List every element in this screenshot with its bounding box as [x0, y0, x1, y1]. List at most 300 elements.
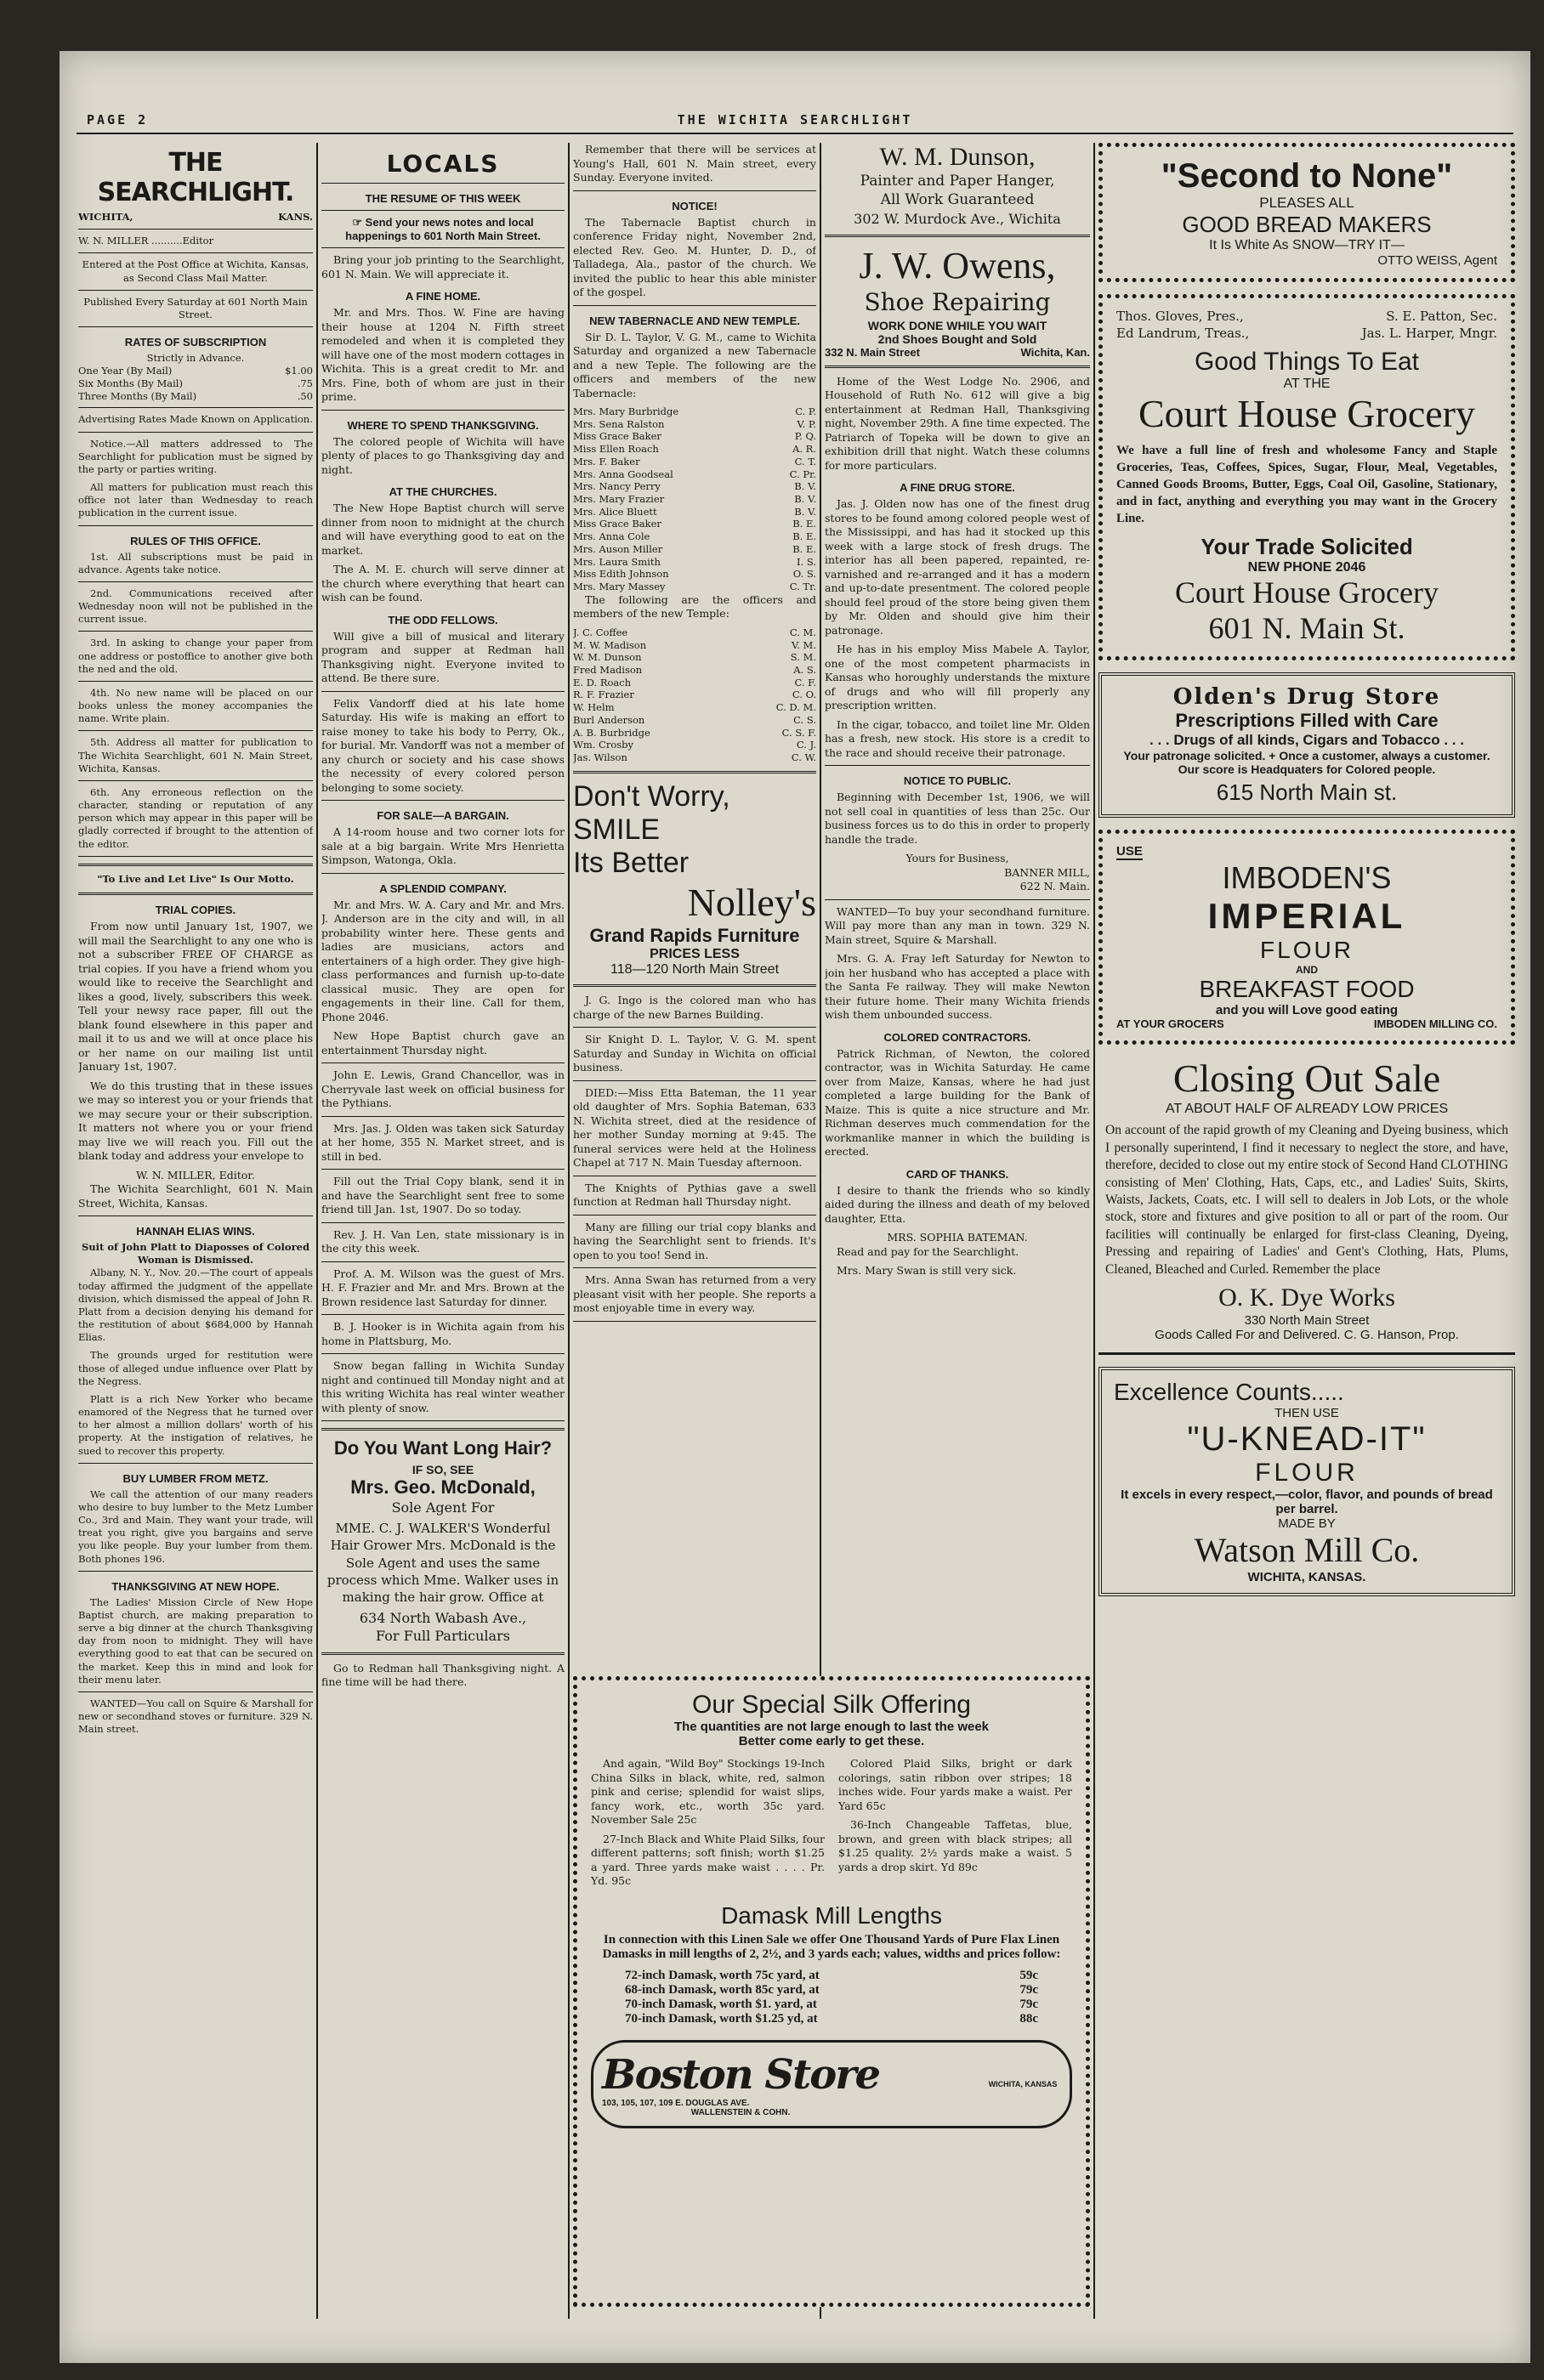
- court-house-grocery-ad: [1098, 294, 1515, 660]
- damask-row-label: 68-inch Damask, worth 85c yard, at: [625, 1982, 820, 1997]
- trial-sign: W. N. MILLER, Editor.: [136, 1168, 255, 1182]
- rate-row: [78, 365, 313, 377]
- officer-row-label: Miss Ellen Roach: [573, 443, 659, 456]
- officer-row: [573, 677, 816, 689]
- divider: [78, 681, 313, 682]
- cg-address: 601 N. Main St.: [1208, 610, 1405, 645]
- temple-text: Sir D. L. Taylor, V. G. M., came to Wichita Saturday and organized a new Tabernacle and a new Teple. The following are the officers and members of the new Tabernacle:: [573, 330, 816, 400]
- trial-text: From now until January 1st, 1907, we will mail the Searchlight to any one who is not a subscriber FREE OF CHARGE as trial copies. If you have a friend whom you would like to receive the Searchlight and likes a good, lively, subscribers this week. Tell your newsy race paper, fill out the blank found elsewhere in this paper and mail it to us and we will at once place his or her name on our mailing list until January 1st, 1907.: [78, 920, 313, 1073]
- hannah-subheading: Suit of John Platt to Diaposses of Colored Woman is Dismissed.: [81, 1241, 310, 1266]
- officer-row-value: C. O.: [792, 688, 816, 701]
- officer-row-label: A. B. Burbridge: [573, 726, 650, 739]
- damask-row-value: 59c: [1019, 1968, 1038, 1982]
- sale-heading: FOR SALE—A BARGAIN.: [377, 809, 509, 822]
- divider: [321, 1314, 565, 1315]
- dunson-guarantee: All Work Guaranteed: [880, 191, 1035, 209]
- damask-row: [625, 1983, 1038, 1998]
- officer-row: [573, 639, 816, 652]
- motto: "To Live and Let Live" Is Our Motto.: [97, 872, 294, 885]
- officer-row-label: Mrs. Auson Miller: [573, 542, 663, 555]
- imb-name: IMBODEN'S: [1222, 860, 1392, 896]
- officer-row: [573, 626, 816, 639]
- editor-line: W. N. MILLER ..........Editor: [78, 235, 214, 247]
- uk-name: "U-KNEAD-IT": [1187, 1420, 1427, 1458]
- officer-row: [573, 701, 816, 714]
- rate-row-label: Three Months (By Mail): [78, 389, 197, 402]
- officer-row: [573, 739, 816, 751]
- odd-fellows-text: Will give a bill of musical and literary program and supper at Redman hall Thanksgiving night. Everyone invited to attend. Be there sure.: [321, 629, 565, 684]
- hannah-text: The grounds urged for restitution were those of alleged undue influence over Platt by the Negress.: [78, 1349, 313, 1387]
- churches-text: The A. M. E. church will serve dinner at the church where everything that heart can wish can be found.: [321, 563, 565, 604]
- divider: [78, 730, 313, 731]
- damask-list: [591, 1969, 1072, 2026]
- column-rule: [316, 143, 318, 2319]
- churches-heading: AT THE CHURCHES.: [389, 485, 497, 498]
- place-state: KANS.: [278, 211, 313, 223]
- nolley-dontworry: Don't Worry,: [573, 779, 730, 813]
- close-name: O. K. Dye Works: [1218, 1284, 1395, 1312]
- where-text: The colored people of Wichita will have plenty of places to go Thanksgiving day and night.: [321, 434, 565, 476]
- thanksgiving-text: The Ladies' Mission Circle of New Hope Baptist church, are making preparation to serve a big dinner at the church Thanksgiving day from noon to midnight. They will have everything good to eat that can be secured on the market. Keep this in mind and look for their menu later.: [78, 1595, 313, 1686]
- officer-row-value: B. E.: [792, 530, 816, 543]
- temple-text: The following are the officers and members of the new Temple:: [573, 592, 816, 620]
- silk-sub2: Better come early to get these.: [738, 1734, 925, 1748]
- locals-items: [321, 1029, 565, 1421]
- uk-flour: FLOUR: [1255, 1458, 1359, 1487]
- silk-item: And again, "Wild Boy" Stockings 19-Inch China Silks in black, white, red, salmon pink and cerise; splendid for waist slips, fancy work, etc., worth 35c yard. November Sale 25c: [591, 1757, 825, 1826]
- column-rule: [1093, 143, 1095, 2319]
- silk-columns: [591, 1757, 1072, 1894]
- sale-text: A 14-room house and two corner lots for sale at a big bargain. Write Mrs Henrietta Simpson, Watonga, Okla.: [321, 825, 565, 866]
- officer-row-label: M. W. Madison: [573, 638, 647, 651]
- close-address: 330 North Main Street: [1244, 1312, 1370, 1328]
- silk-right: [838, 1757, 1072, 1894]
- officer-row-value: I. S.: [797, 555, 816, 568]
- notice-text: The Tabernacle Baptist church in conference Friday night, November 2nd, elected Rev. Geo. M. Hunter, D. D., of Talladega, Ala., pastor of the church. We invited the public to hear this able minister of the gospel.: [573, 215, 816, 298]
- rule-item: 2nd. Communications received after Wednesday noon will not be published in the current issue.: [78, 586, 313, 626]
- damask-row: [625, 2012, 1038, 2026]
- officer-row: [573, 651, 816, 664]
- close-sub: AT ABOUT HALF OF ALREADY LOW PRICES: [1165, 1102, 1449, 1117]
- officer-row-label: Mrs. Laura Smith: [573, 555, 661, 568]
- rate-row-value: .75: [297, 377, 313, 389]
- officer-row-value: B. V.: [794, 480, 816, 493]
- thanksgiving-heading: THANKSGIVING AT NEW HOPE.: [111, 1579, 280, 1593]
- officer-row-value: C. S.: [793, 713, 816, 726]
- officer-row: [573, 530, 816, 543]
- silk-offering-ad: [573, 1676, 1090, 2307]
- trial-address: The Wichita Searchlight, 601 N. Main Street, Wichita, Kansas.: [78, 1182, 313, 1210]
- damask-intro: In connection with this Linen Sale we offer One Thousand Yards of Pure Flax Linen Damasks in mill lengths of 2, 2½, and 3 yards each; values, widths and prices follow:: [602, 1932, 1061, 1961]
- officer-row-label: Mrs. Mary Frazier: [573, 493, 665, 506]
- imb-love: and you will Love good eating: [1215, 1003, 1399, 1018]
- divider: [573, 1267, 816, 1268]
- olden-body: Your patronage solicited. + Once a customer, always a customer. Our score is Headquaters for Colored people.: [1123, 749, 1490, 777]
- dunson-name: W. M. Dunson,: [879, 143, 1036, 171]
- column-4: [825, 143, 1090, 1673]
- officer-row: [573, 543, 816, 556]
- notice-text: Notice.—All matters addressed to The Searchlight for publication must be signed by the party or parties writing.: [78, 437, 313, 475]
- officer-row: [573, 480, 816, 493]
- local-item: Snow began falling in Wichita Sunday night and continued till Monday night and at this writing Wichita has real winter weather with plenty of snow.: [321, 1359, 565, 1414]
- divider: [78, 581, 313, 582]
- card-sign: MRS. SOPHIA BATEMAN.: [887, 1231, 1028, 1244]
- hair-name: Mrs. Geo. McDonald,: [350, 1476, 536, 1498]
- officer-row: [573, 405, 816, 418]
- officer-row-value: V. P.: [797, 417, 816, 430]
- boston-address: 103, 105, 107, 109 E. DOUGLAS AVE.: [602, 2098, 750, 2108]
- silk-item: Colored Plaid Silks, bright or dark colorings, satin ribbon over stripes; 18 inches wide. Four yards make a waist. Per Yard 65c: [838, 1757, 1072, 1812]
- column-1: [78, 143, 313, 2319]
- owens-city: Wichita, Kan.: [1020, 345, 1090, 359]
- owens-name: J. W. Owens,: [859, 244, 1056, 286]
- col3-item: Sir Knight D. L. Taylor, V. G. M. spent Saturday and Sunday in Wichita on official business.: [573, 1033, 816, 1074]
- pointing-hand-icon: ☞: [352, 216, 366, 229]
- local-item: Mrs. Jas. J. Olden was taken sick Saturday at her home, 355 N. Market street, and is still in bed.: [321, 1121, 565, 1163]
- card-heading: CARD OF THANKS.: [905, 1167, 1009, 1181]
- cg-officers-2: [1116, 326, 1497, 343]
- swan-text: Mrs. Mary Swan is still very sick.: [837, 1264, 1017, 1278]
- olden-address: 615 North Main st.: [1216, 779, 1398, 806]
- oldens-drug-store-ad: [1098, 672, 1515, 818]
- close-goods: Goods Called For and Delivered. C. G. Hanson, Prop.: [1155, 1327, 1459, 1342]
- damask-row-value: 79c: [1019, 1982, 1038, 1997]
- second-to-none-ad: [1098, 143, 1515, 282]
- wanted-text: WANTED—To buy your secondhand furniture. Will pay more than any man in town. 329 N. Main street, Squire & Marshall.: [825, 904, 1090, 946]
- divider: [321, 1116, 565, 1117]
- rate-row: [78, 390, 313, 403]
- closing-out-sale-ad: [1098, 1057, 1515, 1354]
- cg-president: Thos. Gloves, Pres.,: [1116, 309, 1244, 324]
- wanted-text: WANTED—You call on Squire & Marshall for new or secondhand stoves or furniture. 329 N. Main street.: [78, 1697, 313, 1736]
- trial-text: We do this trusting that in these issues we may so interest you or your friends that we may secure your or their subscription. It matters not where you or your friend may live we will reach you. Fill out the blank today and address your envelope to: [78, 1079, 313, 1162]
- officer-row-label: J. C. Coffee: [573, 626, 628, 638]
- officer-row-value: B. E.: [792, 518, 816, 530]
- trial-heading: TRIAL COPIES.: [155, 904, 236, 916]
- officer-row: [573, 443, 816, 456]
- col3-item: The Knights of Pythias gave a swell function at Redman hall Thursday night.: [573, 1181, 816, 1209]
- officer-row-label: W. M. Dunson: [573, 651, 642, 664]
- notice-heading: NOTICE!: [672, 199, 718, 212]
- drug-text: He has in his employ Miss Mabele A. Taylor, one of the most competent pharmacists in Kansas who horoughly understands the mixture of drugs and who will fill properly any prescription written.: [825, 643, 1090, 712]
- lodge-text: Home of the West Lodge No. 2906, and Household of Ruth No. 612 will give a big entertainment at Redman Hall, Thanksgiving night, November 29th. A fine time expected. The Patriarch of Topeka will be down to give an exhibition drill that night. Watch these columns for more particulars.: [825, 374, 1090, 472]
- officer-row-value: C. P.: [795, 405, 816, 417]
- imb-use: USE: [1116, 844, 1143, 859]
- redman-text: Go to Redman hall Thanksgiving night. A fine time will be had there.: [321, 1661, 565, 1689]
- nolley-furniture: Grand Rapids Furniture: [589, 924, 800, 946]
- officer-row-value: C. Tr.: [789, 581, 816, 593]
- divider: [573, 1215, 816, 1216]
- resume-heading: THE RESUME OF THIS WEEK: [365, 192, 521, 205]
- divider: [321, 1420, 565, 1421]
- owens-wait: WORK DONE WHILE YOU WAIT: [867, 318, 1047, 332]
- officer-row-value: C. S. F.: [781, 726, 816, 739]
- imb-footer: [1116, 1017, 1497, 1030]
- silk-sub1: The quantities are not large enough to last the week: [673, 1720, 990, 1734]
- silk-title: Our Special Silk Offering: [692, 1691, 971, 1719]
- olden-rx: Prescriptions Filled with Care: [1175, 710, 1439, 732]
- officer-row-label: Jas. Wilson: [573, 751, 627, 763]
- column-3: [573, 143, 816, 1673]
- contractors-heading: COLORED CONTRACTORS.: [883, 1030, 1031, 1044]
- uk-body: It excels in every respect,—color, flavor, and pounds of bread per barrel.: [1121, 1487, 1493, 1516]
- divider: [321, 1169, 565, 1170]
- lumber-text: We call the attention of our many readers who desire to buy lumber to the Metz Lumber Co., 3rd and Main. They want your trade, will treat you right, give you bargains and serve you like people. Buy your lumber from them. Both phones 196.: [78, 1488, 313, 1565]
- officer-row: [573, 568, 816, 581]
- col3-item: Many are filling our trial copy blanks and having the Searchlight sent to friends. It's open to you too! Send in.: [573, 1220, 816, 1261]
- public-sign: Yours for Business,: [905, 852, 1009, 865]
- published-notice: Published Every Saturday at 601 North Main Street.: [83, 295, 308, 320]
- officer-row-label: Mrs. Mary Burbridge: [573, 405, 679, 417]
- officer-row: [573, 556, 816, 569]
- read-text: Read and pay for the Searchlight.: [837, 1244, 1019, 1258]
- local-item: Rev. J. H. Van Len, state missionary is in the city this week.: [321, 1227, 565, 1255]
- divider: [78, 856, 313, 857]
- officer-row-label: Miss Grace Baker: [573, 430, 661, 443]
- cg-officers-1: [1116, 309, 1497, 326]
- rates-sub: Strictly in Advance.: [146, 352, 245, 365]
- second-agent: OTTO WEISS, Agent: [1377, 253, 1497, 268]
- paper-header-title: THE WICHITA SEARCHLIGHT: [677, 112, 913, 128]
- public-text: Beginning with December 1st, 1906, we will not sell coal in quantities of less than 25c. Our business forces us to do this in order to properly handle the trade.: [825, 790, 1090, 846]
- owens-trade: Shoe Repairing: [864, 287, 1051, 316]
- nolley-smile: SMILE: [573, 813, 661, 846]
- officer-row-label: Burl Anderson: [573, 713, 645, 726]
- boston-name: Boston Store: [602, 2050, 880, 2099]
- divider: [573, 1321, 816, 1322]
- officer-row-value: C. W.: [791, 751, 816, 763]
- rate-row-value: $1.00: [285, 365, 313, 377]
- drug-text: Jas. J. Olden now has one of the finest drug stores to be found among colored people west of the Mississippi, and has had it stocked up this week with a large stock of fresh drugs. The interior has all been papered, repainted, re-varnished and re-arranged and it has a modern and up-to-date presentment. The colored people should feel proud of the store being given them by Mr. Olden and should give him their patronage.: [825, 497, 1090, 637]
- rule-item: 6th. Any erroneous reflection on the character, standing or reputation of any person which may appear in this paper will be gladly corrected if brought to the attention of the editor.: [78, 785, 313, 850]
- cg-treasurer: Ed Landrum, Treas.,: [1116, 325, 1250, 341]
- column-2: [321, 143, 565, 2319]
- officer-row-value: C. J.: [796, 739, 816, 751]
- owens-address: 332 N. Main Street: [825, 345, 920, 359]
- officer-row-value: B. V.: [794, 493, 816, 506]
- hair-full: For Full Particulars: [376, 1628, 510, 1645]
- place-city: WICHITA,: [78, 211, 133, 223]
- company-text: Mr. and Mrs. W. A. Cary and Mr. and Mrs. J. Anderson are in the city and will, in all probability winter here. These gents and ladies are musicians, actors and entertainers of a high order. They give high-class performances and furnish up-to-date classical music. They are open for engagements in their line. Call for them, Phone 2046.: [321, 898, 565, 1023]
- owens-shoes: 2nd Shoes Bought and Sold: [877, 332, 1037, 346]
- officer-row-value: C. M.: [789, 626, 816, 638]
- rule-item: 5th. Address all matter for publication to The Wichita Searchlight, 601 N. Main Street, Wichita, Kansas.: [78, 736, 313, 774]
- rule-item: 1st. All subscriptions must be paid in advance. Agents take notice.: [78, 550, 313, 575]
- imb-grocers: AT YOUR GROCERS: [1116, 1017, 1224, 1031]
- hair-address: 634 North Wabash Ave.,: [359, 1610, 527, 1627]
- column-rule: [568, 143, 570, 2319]
- public-heading: NOTICE TO PUBLIC.: [903, 774, 1012, 788]
- temple-heading: NEW TABERNACLE AND NEW TEMPLE.: [589, 314, 800, 327]
- damask-row-label: 70-inch Damask, worth $1.25 yd, at: [625, 2011, 818, 2026]
- col3-item: J. G. Ingo is the colored man who has charge of the new Barnes Building.: [573, 994, 816, 1021]
- cg-secretary: S. E. Patton, Sec.: [1386, 309, 1497, 324]
- where-heading: WHERE TO SPEND THANKSGIVING.: [347, 418, 539, 432]
- officer-row-value: C. Pr.: [789, 468, 816, 480]
- divider: [321, 1353, 565, 1354]
- officer-row-label: E. D. Roach: [573, 676, 632, 688]
- col3-items: [573, 994, 816, 1322]
- column-5: [1098, 143, 1515, 2319]
- felix-text: Felix Vandorff died at his late home Saturday. His wife is making an effort to raise money to take his body to Perry, Ok., for burial. Mr. Vandorff was not a member of any church or society and his case shows the necessity of every colored person belonging to some society.: [321, 696, 565, 794]
- damask-row-value: 79c: [1019, 1997, 1038, 2011]
- damask-title: Damask Mill Lengths: [721, 1901, 942, 1929]
- place-line: [78, 211, 313, 224]
- officer-row: [573, 714, 816, 727]
- officer-row-label: Mrs. Mary Massey: [573, 581, 666, 593]
- officer-row-label: Mrs. Nancy Perry: [573, 480, 661, 493]
- officer-row: [573, 664, 816, 677]
- locals-title: LOCALS: [386, 150, 500, 178]
- local-item: New Hope Baptist church gave an entertainment Thursday night.: [321, 1029, 565, 1057]
- officer-row: [573, 430, 816, 443]
- public-mill: BANNER MILL,: [1004, 865, 1090, 879]
- damask-row: [625, 1998, 1038, 2012]
- home-heading: A FINE HOME.: [405, 290, 481, 303]
- lumber-heading: BUY LUMBER FROM METZ.: [122, 1471, 269, 1485]
- officer-row: [573, 727, 816, 740]
- boston-owner: WALLENSTEIN & COHN.: [690, 2107, 791, 2117]
- nolley-ad: [573, 780, 816, 978]
- dunson-address: 302 W. Murdock Ave., Wichita: [854, 210, 1061, 227]
- second-good: GOOD BREAD MAKERS: [1182, 212, 1432, 237]
- officer-row-label: Wm. Crosby: [573, 739, 634, 751]
- divider: [321, 1222, 565, 1223]
- fray-text: Mrs. G. A. Fray left Saturday for Newton to join her husband who has accepted a place with the Santa Fe railway. They will make Newton their future home. Their many Wichita friends wish them unbounded success.: [825, 952, 1090, 1022]
- company-heading: A SPLENDID COMPANY.: [379, 881, 507, 895]
- rules-list: [78, 551, 313, 857]
- second-title: "Second to None": [1161, 157, 1453, 195]
- rate-row: [78, 377, 313, 390]
- nolley-address: 118—120 North Main Street: [610, 961, 780, 977]
- cg-name2: Court House Grocery: [1175, 575, 1439, 610]
- u-knead-it-ad: [1098, 1367, 1515, 1596]
- rate-row-label: Six Months (By Mail): [78, 377, 183, 389]
- damask-row: [625, 1969, 1038, 1983]
- silk-item: 36-Inch Changeable Taffetas, blue, brown, and green with black stripes; all $1.25 quality. 2½ yards make a waist. 5 yards a drop skirt. Yd 89c: [838, 1818, 1072, 1873]
- officer-row-label: Mrs. Anna Goodseal: [573, 468, 673, 480]
- officer-row: [573, 456, 816, 468]
- hair-agent: Sole Agent For: [391, 1499, 495, 1516]
- officer-row: [573, 688, 816, 701]
- nolley-name: Nolley's: [687, 880, 816, 924]
- damask-row-label: 72-inch Damask, worth 75c yard, at: [625, 1968, 820, 1982]
- olden-drugs: . . . Drugs of all kinds, Cigars and Tobacco . . .: [1149, 732, 1464, 749]
- boston-store-logo: [591, 2040, 1072, 2128]
- imb-flour: FLOUR: [1260, 937, 1354, 964]
- cg-good: Good Things To Eat: [1194, 347, 1420, 376]
- olden-title: Olden's Drug Store: [1172, 684, 1441, 711]
- damask-row-label: 70-inch Damask, worth $1. yard, at: [625, 1997, 817, 2011]
- boston-side: WICHITA, KANSAS: [988, 2079, 1058, 2088]
- officer-row-value: B. V.: [794, 505, 816, 518]
- uk-city: WICHITA, KANSAS.: [1247, 1569, 1366, 1584]
- officer-row-label: W. Helm: [573, 701, 615, 714]
- cg-manager: Jas. L. Harper, Mngr.: [1361, 325, 1497, 341]
- officer-row-label: Mrs. Sena Ralston: [573, 417, 665, 430]
- officer-row-label: Mrs. F. Baker: [573, 455, 640, 468]
- rates-list: [78, 365, 313, 402]
- officer-row-value: C. F.: [794, 676, 816, 688]
- cg-phone: NEW PHONE 2046: [1247, 560, 1366, 575]
- odd-fellows-heading: THE ODD FELLOWS.: [388, 613, 498, 626]
- rate-row-value: .50: [297, 389, 313, 402]
- rules-heading: RULES OF THIS OFFICE.: [130, 534, 261, 547]
- close-title: Closing Out Sale: [1172, 1057, 1441, 1101]
- officer-row-value: C. T.: [794, 455, 816, 468]
- divider: [573, 1080, 816, 1081]
- job-printing: Bring your job printing to the Searchlight, 601 N. Main. We will appreciate it.: [321, 253, 565, 280]
- owens-address-line: [825, 346, 1090, 359]
- close-body: On account of the rapid growth of my Cleaning and Dyeing business, which I personally superintend, I find it necessary to neglect the store, and have, therefore, decided to close out my entire stock of Second Hand CLOTHING consisting of Men' Clothing, Hats, Caps, etc., and Ladies' Suits, Skirts, Waists, Jackets, Coats, etc. I will sell to dealers in Job Lots, or the whole stock, store and fixtures and give position to all or part of the room. Our facilities will continually be enlarged for first-class Cleaning, Dyeing, Pressing and repairing of Ladies' and Gent's Clothing, Hats, Plums, Cleaned, Bleached and Curled. Remember the place: [1105, 1123, 1508, 1277]
- divider: [321, 1062, 565, 1063]
- officer-row-value: A. R.: [792, 443, 816, 456]
- imb-imperial: IMPERIAL: [1207, 896, 1406, 937]
- imb-mill: IMBODEN MILLING CO.: [1373, 1017, 1497, 1031]
- officer-row-label: Miss Edith Johnson: [573, 568, 669, 581]
- officer-row-value: S. M.: [790, 651, 816, 664]
- local-item: Prof. A. M. Wilson was the guest of Mrs. H. F. Frazier and Mr. and Mrs. Brown at the Brown residence last Saturday for dinner.: [321, 1266, 565, 1308]
- col3-item: Mrs. Anna Swan has returned from a very pleasant visit with her people. She reports a most enjoyable time in every way.: [573, 1273, 816, 1315]
- officer-row: [573, 581, 816, 593]
- temple-officers: [573, 626, 816, 764]
- cg-name: Court House Grocery: [1138, 391, 1475, 435]
- officer-row-value: B. E.: [792, 542, 816, 555]
- local-item: John E. Lewis, Grand Chancellor, was in Cherryvale last week on official business for the Pythians.: [321, 1068, 565, 1109]
- col3-item: DIED:—Miss Etta Bateman, the 11 year old daughter of Mrs. Sophia Bateman, 633 N. Wichita street, died at the residence of her mother Sunday morning at 9:45. The funeral services were held at the Holiness Chapel at 717 N. Main Tuesday afternoon.: [573, 1085, 816, 1170]
- tabernacle-officers: [573, 405, 816, 593]
- cg-at: AT THE: [1283, 376, 1331, 391]
- imboden-flour-ad: [1098, 830, 1515, 1045]
- drug-text: In the cigar, tobacco, and toilet line Mr. Olden has a fresh, new stock. His store is a credit to the race and should receive their patronage.: [825, 717, 1090, 759]
- page-number: PAGE 2: [87, 112, 149, 128]
- officer-row-label: R. F. Frazier: [573, 688, 634, 701]
- divider: [78, 780, 313, 781]
- hair-heading: Do You Want Long Hair?: [333, 1437, 553, 1459]
- local-item: Fill out the Trial Copy blank, send it in and have the Searchlight sent free to some friend till Jan. 1st, 1907. Do so today.: [321, 1175, 565, 1216]
- uk-then: THEN USE: [1274, 1405, 1339, 1420]
- imb-and: AND: [1296, 964, 1318, 977]
- uk-excellence: Excellence Counts.....: [1114, 1378, 1344, 1405]
- uk-mill: Watson Mill Co.: [1194, 1530, 1420, 1569]
- services-text: Remember that there will be services at Young's Hall, 601 N. Main street, every Sunday. Everyone invited.: [573, 143, 816, 184]
- silk-left: [591, 1757, 825, 1894]
- rule-item: 3rd. In asking to change your paper from one address or postoffice to another give both the ned and the old.: [78, 637, 313, 675]
- divider: [573, 1027, 816, 1028]
- divider: [321, 1261, 565, 1262]
- hannah-text: Platt is a rich New Yorker who became enamored of the Negress that he turned over to her almost a million dollars' worth of his property. At the instigation of relatives, he sued to recover this property.: [78, 1392, 313, 1457]
- public-address: 622 N. Main.: [1019, 880, 1090, 893]
- silk-item: 27-Inch Black and White Plaid Silks, four different patterns; soft finish; worth $1.25 a yard. Three yards make waist . . . . Pr. Yd. 95c: [591, 1832, 825, 1887]
- entered-notice: Entered at the Post Office at Wichita, Kansas, as Second Class Mail Matter.: [82, 258, 309, 284]
- paper-title: THE SEARCHLIGHT.: [97, 148, 294, 207]
- imb-breakfast: BREAKFAST FOOD: [1199, 976, 1415, 1003]
- officer-row-label: Mrs. Alice Bluett: [573, 505, 657, 518]
- officer-row-value: V. M.: [791, 638, 816, 651]
- contractors-text: Patrick Richman, of Newton, the colored contractor, was in Wichita Saturday. He came over from Maize, Kansas, where he had just completed a large building for the Bank of Maize. This is quite a nice structure and Mr. Richman deserves much commendation for the workmanlike manner in which the building is erected.: [825, 1046, 1090, 1159]
- nolley-prices: PRICES LESS: [650, 946, 740, 961]
- hair-if: IF SO, SEE: [412, 1463, 474, 1476]
- uk-made: MADE BY: [1278, 1516, 1336, 1531]
- nolley-better: Its Better: [573, 846, 690, 879]
- second-pleases: PLEASES ALL: [1259, 195, 1354, 211]
- second-white: It Is White As SNOW—TRY IT—: [1209, 238, 1405, 252]
- hair-body: MME. C. J. WALKER'S Wonderful Hair Grower Mrs. McDonald is the Sole Agent and uses the same process which Mme. Walker uses in making the hair grow. Office at: [326, 1521, 559, 1606]
- local-item: B. J. Hooker is in Wichita again from his home in Plattsburg, Mo.: [321, 1320, 565, 1347]
- officer-row-value: O. S.: [792, 568, 816, 581]
- churches-text: The New Hope Baptist church will serve dinner from noon to midnight at the church and will have everything good to eat on the market.: [321, 502, 565, 557]
- masthead: [77, 110, 1513, 134]
